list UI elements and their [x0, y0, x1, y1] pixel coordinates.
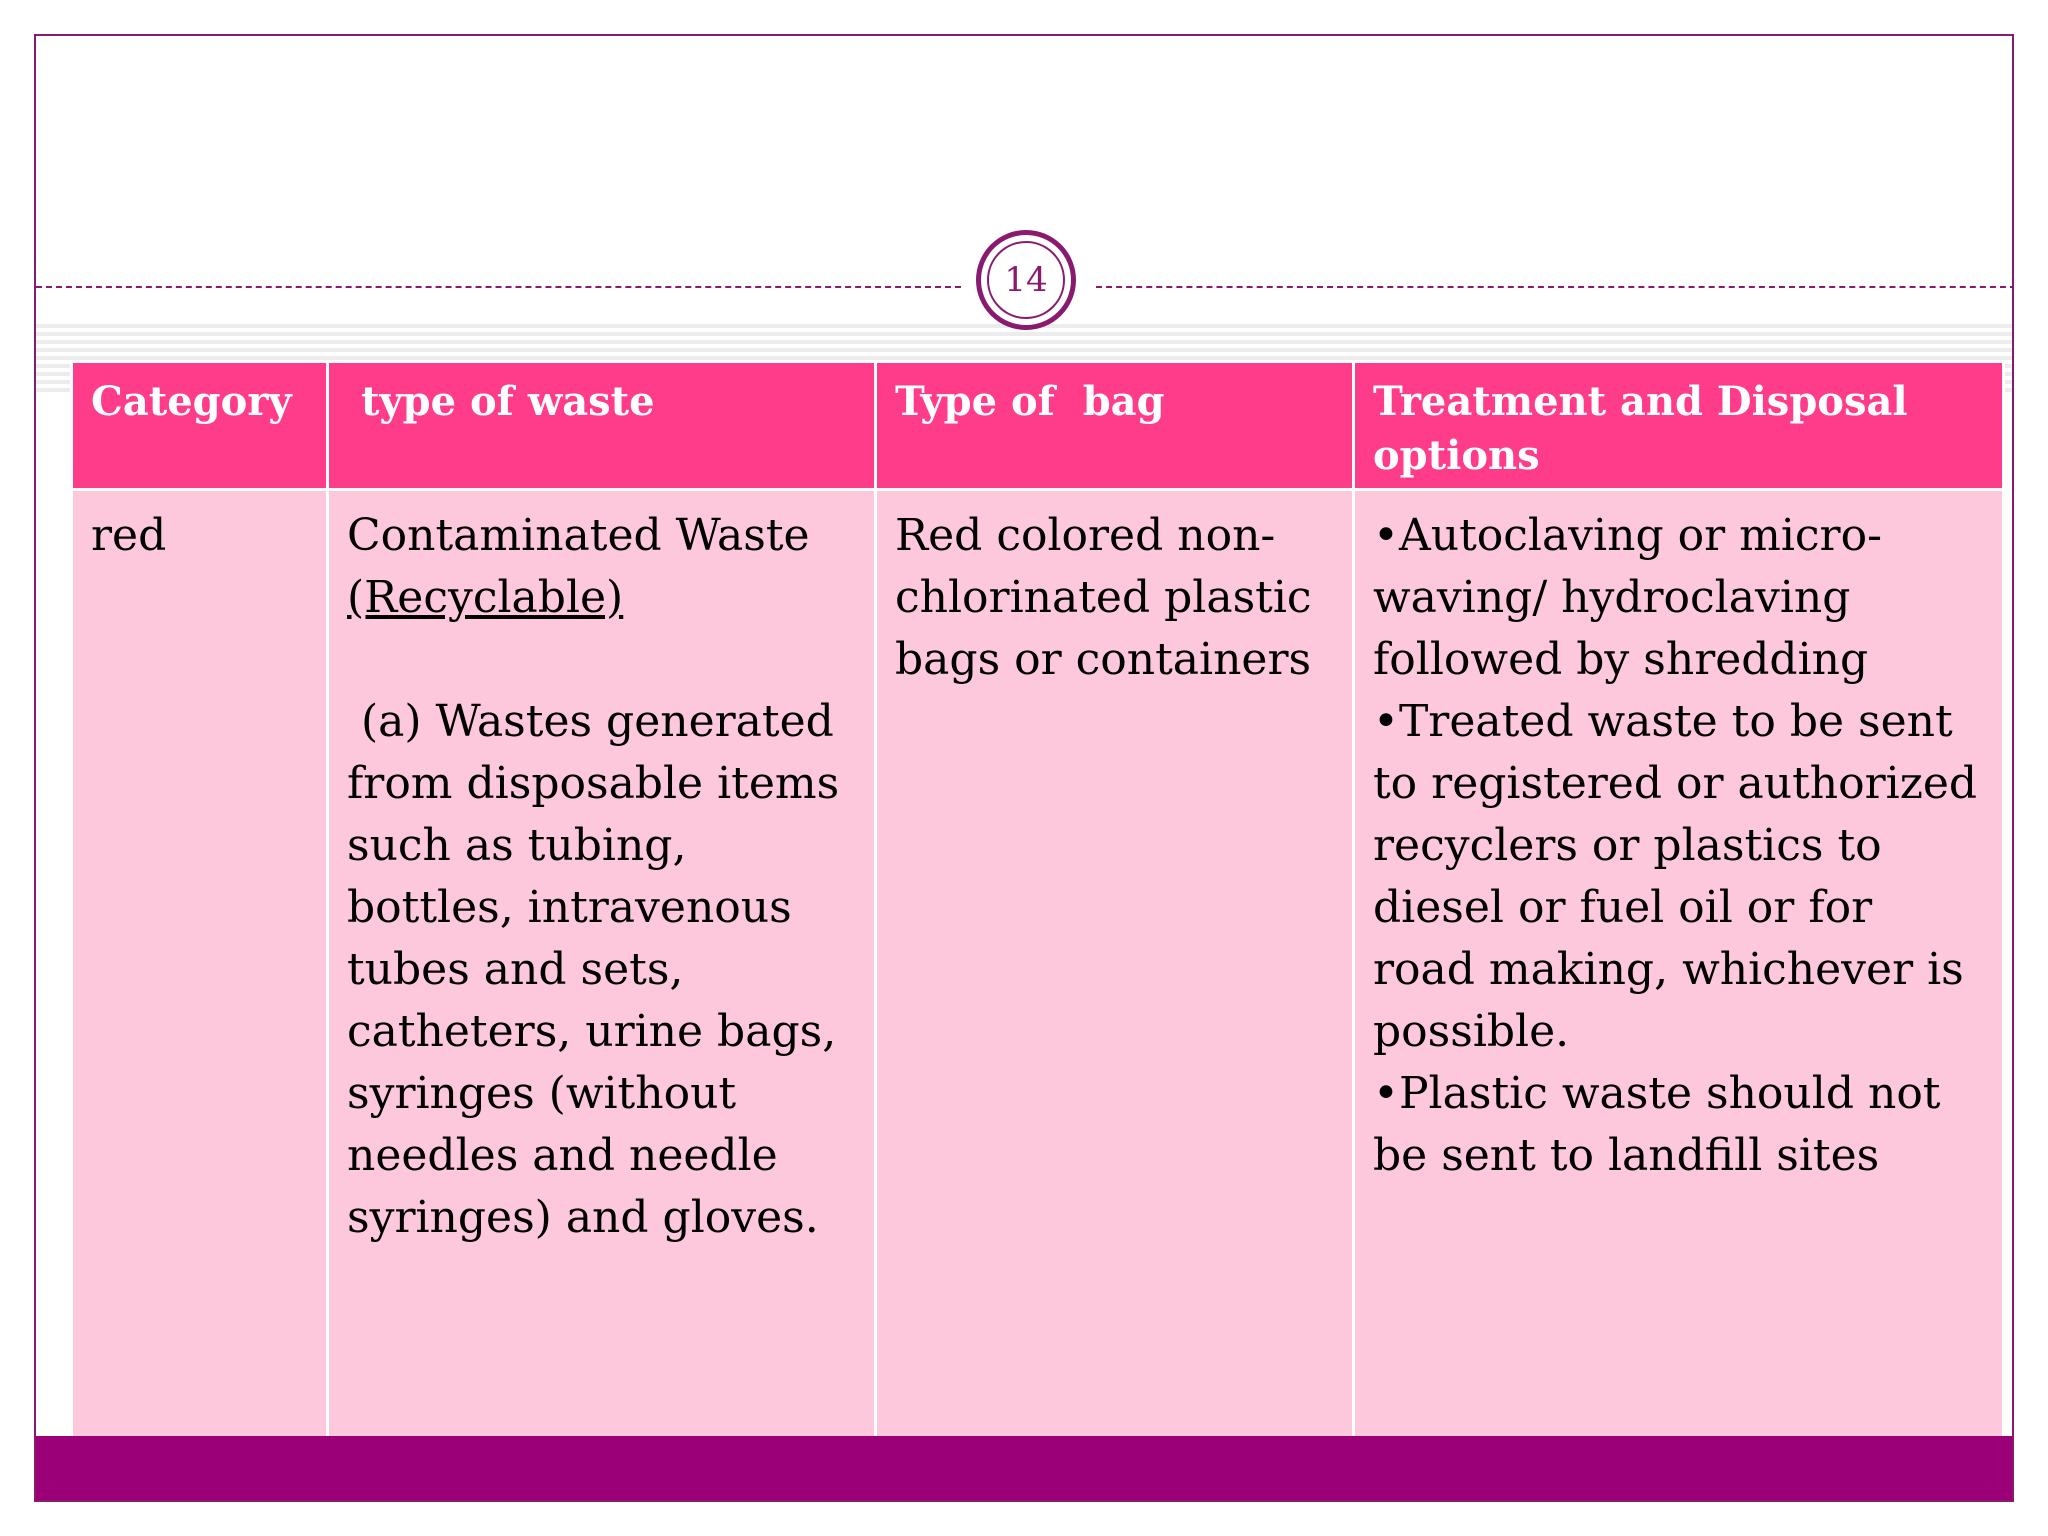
header-category: Category — [72, 362, 328, 490]
dashed-divider-right — [1096, 286, 2014, 288]
waste-description: (a) Wastes generated from disposable items such as tubing, bottles, intravenous tubes and sets, catheters, urine bags, syringes (without needles and needle syringes) and gloves. — [347, 696, 854, 1243]
waste-table — [70, 360, 2005, 1442]
header-type-of-waste: type of waste — [328, 362, 876, 490]
page-number-badge — [976, 230, 1076, 330]
header-treatment: Treatment and Disposal options — [1354, 362, 2004, 490]
paragraph-gap — [347, 629, 856, 691]
dashed-divider-left — [36, 286, 961, 288]
treatment-item: •Plastic waste should not be sent to landfill sites — [1373, 1068, 1941, 1181]
bottom-bar — [36, 1436, 2012, 1502]
cell-type-of-waste — [328, 490, 876, 1441]
waste-title: Contaminated Waste — [347, 510, 810, 561]
waste-recyclable: (Recyclable) — [347, 572, 624, 623]
slide — [34, 34, 2014, 1502]
treatment-item: •Treated waste to be sent to registered or authorized recyclers or plastics to diesel or fuel oil or for road making, whichever is possible. — [1373, 696, 1978, 1057]
table-row — [72, 490, 2004, 1441]
cell-type-of-bag: Red colored non-chlorinated plastic bags or containers — [876, 490, 1354, 1441]
cell-treatment — [1354, 490, 2004, 1441]
page-number: 14 — [987, 241, 1065, 319]
cell-category: red — [72, 490, 328, 1441]
header-type-of-bag: Type of bag — [876, 362, 1354, 490]
table-header-row — [72, 362, 2004, 490]
treatment-item: •Autoclaving or micro-waving/ hydroclaving followed by shredding — [1373, 510, 1882, 685]
